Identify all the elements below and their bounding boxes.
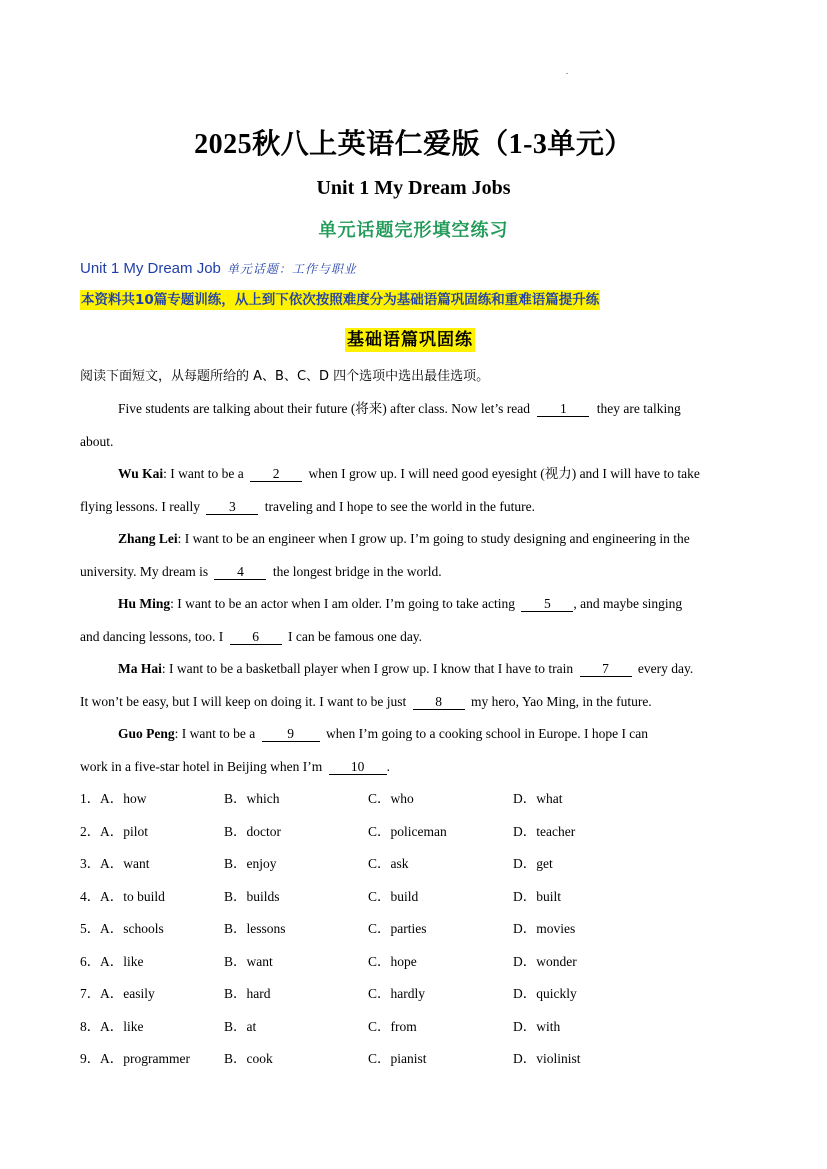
option-d[interactable]: D．wonder xyxy=(513,954,577,969)
passage-text: the longest bridge in the world. xyxy=(272,564,442,579)
option-c[interactable]: C．build xyxy=(368,889,419,904)
passage-text: I can be famous one day. xyxy=(287,629,423,644)
passage-text: , and maybe singing xyxy=(573,596,683,611)
passage-text: : I want to be an engineer when I grow up. I’m going to study designing and engineering in the xyxy=(177,531,690,546)
speaker-name: Ma Hai xyxy=(118,661,162,676)
passage-text: : I want to be a basketball player when I grow up. I know that I have to train xyxy=(161,661,574,676)
passage-text: university. My dream is xyxy=(80,564,209,579)
option-d[interactable]: D．with xyxy=(513,1019,561,1034)
option-b[interactable]: B．builds xyxy=(224,889,280,904)
passage-text: Five students are talking about their future (将来) after class. Now let’s read xyxy=(118,401,531,416)
option-a[interactable]: A．programmer xyxy=(100,1051,190,1066)
passage-text: they are talking xyxy=(596,401,681,416)
blank-2: 2 xyxy=(250,466,302,482)
passage-line xyxy=(118,464,700,484)
passage-text: flying lessons. I really xyxy=(80,499,200,514)
passage-line xyxy=(80,562,442,582)
option-b[interactable]: B．doctor xyxy=(224,824,281,839)
option-d[interactable]: D．quickly xyxy=(513,986,577,1001)
option-c[interactable]: C．from xyxy=(368,1019,417,1034)
section-heading: 基础语篇巩固练 xyxy=(347,330,473,350)
option-c[interactable]: C．who xyxy=(368,791,414,806)
speaker-name: Zhang Lei xyxy=(118,531,178,546)
blank-1: 1 xyxy=(537,401,589,417)
question-number: 9． xyxy=(80,1051,101,1066)
passage-line xyxy=(118,724,648,744)
passage-text: traveling and I hope to see the world in the future. xyxy=(264,499,536,514)
option-a[interactable]: A．like xyxy=(100,1019,144,1034)
passage-line xyxy=(80,432,113,452)
corner-dot: . xyxy=(566,67,568,76)
option-c[interactable]: C．hope xyxy=(368,954,417,969)
passage-text: and dancing lessons, too. I xyxy=(80,629,224,644)
blank-3: 3 xyxy=(206,499,258,515)
question-number: 7． xyxy=(80,986,101,1001)
option-c[interactable]: C．policeman xyxy=(368,824,447,839)
passage-text: every day. xyxy=(637,661,694,676)
instruction-text: 阅读下面短文，从每题所给的 A、B、C、D 四个选项中选出最佳选项。 xyxy=(80,369,490,384)
option-b[interactable]: B．cook xyxy=(224,1051,273,1066)
passage-line xyxy=(80,497,535,517)
question-number: 8． xyxy=(80,1019,101,1034)
passage-text: work in a five-star hotel in Beijing when I’m xyxy=(80,759,323,774)
unit-label: Unit 1 My Dream Job xyxy=(80,260,221,277)
option-a[interactable]: A．to build xyxy=(100,889,165,904)
highlighted-note: 本资料共10篇专题训练，从上到下依次按照难度分为基础语篇巩固练和重难语篇提升练 xyxy=(81,292,600,308)
blank-4: 4 xyxy=(214,564,266,580)
speaker-name: Guo Peng xyxy=(118,726,175,741)
option-c[interactable]: C．hardly xyxy=(368,986,425,1001)
option-a[interactable]: A．schools xyxy=(100,921,164,936)
option-b[interactable]: B．hard xyxy=(224,986,271,1001)
blank-8: 8 xyxy=(413,694,465,710)
unit-topic-label: 单元话题：工作与职业 xyxy=(226,262,357,276)
option-d[interactable]: D．what xyxy=(513,791,563,806)
passage-text: when I grow up. I will need good eyesight (视力) and I will have to take xyxy=(308,466,700,481)
passage-text: : I want to be a xyxy=(174,726,256,741)
passage-text: when I’m going to a cooking school in Europe. I hope I can xyxy=(326,726,649,741)
question-number: 5． xyxy=(80,921,101,936)
passage-line xyxy=(118,529,690,549)
passage-line xyxy=(118,594,682,614)
page-title: 2025秋八上英语仁爱版（1-3单元） xyxy=(194,129,633,160)
option-d[interactable]: D．violinist xyxy=(513,1051,581,1066)
option-a[interactable]: A．pilot xyxy=(100,824,149,839)
option-d[interactable]: D．teacher xyxy=(513,824,576,839)
question-number: 4． xyxy=(80,889,101,904)
option-c[interactable]: C．pianist xyxy=(368,1051,427,1066)
option-d[interactable]: D．get xyxy=(513,856,553,871)
passage-text: about. xyxy=(80,434,114,449)
passage-line xyxy=(80,757,390,777)
passage-line xyxy=(118,399,740,419)
passage-text: It won’t be easy, but I will keep on doing it. I want to be just xyxy=(80,694,407,709)
option-d[interactable]: D．movies xyxy=(513,921,576,936)
option-b[interactable]: B．which xyxy=(224,791,280,806)
blank-10: 10 xyxy=(329,759,387,775)
question-number: 1． xyxy=(80,791,101,806)
question-number: 3． xyxy=(80,856,101,871)
option-a[interactable]: A．easily xyxy=(100,986,155,1001)
speaker-name: Wu Kai xyxy=(118,466,164,481)
option-a[interactable]: A．want xyxy=(100,856,150,871)
blank-7: 7 xyxy=(580,661,632,677)
passage-text: : I want to be an actor when I am older. I’m going to take acting xyxy=(170,596,516,611)
topic-heading: 单元话题完形填空练习 xyxy=(318,220,509,241)
question-number: 6． xyxy=(80,954,101,969)
option-a[interactable]: A．how xyxy=(100,791,147,806)
option-a[interactable]: A．like xyxy=(100,954,144,969)
blank-9: 9 xyxy=(262,726,320,742)
passage-text: my hero, Yao Ming, in the future. xyxy=(470,694,652,709)
option-b[interactable]: B．at xyxy=(224,1019,257,1034)
option-c[interactable]: C．parties xyxy=(368,921,427,936)
speaker-name: Hu Ming xyxy=(118,596,171,611)
option-b[interactable]: B．want xyxy=(224,954,273,969)
passage-line xyxy=(80,692,652,712)
unit-line xyxy=(80,258,357,280)
option-d[interactable]: D．built xyxy=(513,889,562,904)
passage-text: . xyxy=(386,759,390,774)
passage-text: : I want to be a xyxy=(163,466,244,481)
option-c[interactable]: C．ask xyxy=(368,856,409,871)
option-b[interactable]: B．lessons xyxy=(224,921,286,936)
page-subtitle: Unit 1 My Dream Jobs xyxy=(316,177,511,199)
passage-line xyxy=(118,659,693,679)
blank-6: 6 xyxy=(230,629,282,645)
question-number: 2． xyxy=(80,824,101,839)
blank-5: 5 xyxy=(521,596,573,612)
passage-line xyxy=(80,627,422,647)
option-b[interactable]: B．enjoy xyxy=(224,856,277,871)
